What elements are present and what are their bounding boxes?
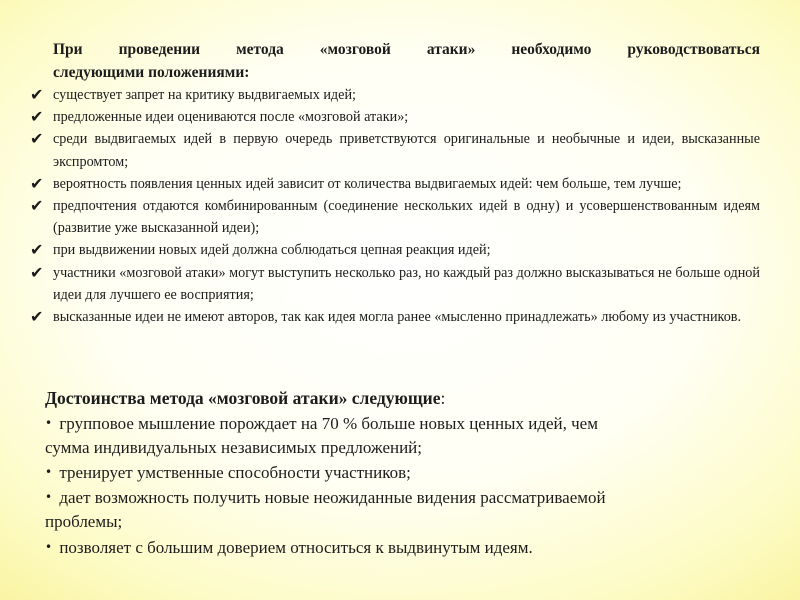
checkmark-icon: ✔ xyxy=(30,307,44,327)
checkmark-icon: ✔ xyxy=(30,196,44,216)
list-item-text-cont: сумма индивидуальных независимых предложений; xyxy=(45,437,423,457)
list-item xyxy=(45,485,745,534)
advantages-heading xyxy=(45,386,745,411)
advantages-heading-colon: : xyxy=(440,388,446,408)
list-item-text: существует запрет на критику выдвигаемых идей; xyxy=(53,87,356,103)
list-item-text-cont: проблемы; xyxy=(45,512,123,532)
checkmark-icon: ✔ xyxy=(30,107,44,127)
bullet-icon: • xyxy=(45,490,53,505)
list-item-text: предложенные идеи оцениваются после «мозговой атаки»; xyxy=(53,109,409,126)
list-item-text: при выдвижении новых идей должна соблюдаться цепная реакция идей; xyxy=(53,242,491,259)
list-item-text: предпочтения отдаются комбинированным (соединение нескольких идей в одну) и усовершенствованным идеям (развитие уже высказанной идеи); xyxy=(53,198,760,237)
checkmark-icon: ✔ xyxy=(30,85,44,104)
list-item xyxy=(30,106,760,128)
list-item xyxy=(45,460,745,485)
list-item xyxy=(30,128,760,172)
list-item-text: дает возможность получить новые неожиданные видения рассматриваемой xyxy=(59,488,606,508)
advantages-section xyxy=(45,386,745,560)
bullet-icon: • xyxy=(45,415,53,430)
list-item xyxy=(30,306,760,328)
list-item xyxy=(45,535,745,560)
list-item xyxy=(30,173,760,195)
list-item-text: среди выдвигаемых идей в первую очередь приветствуются оригинальные и необычные и идеи, высказанные экспромтом; xyxy=(53,131,760,170)
principles-heading-line2: следующими положениями: xyxy=(53,64,250,81)
list-item-text: участники «мозговой атаки» могут выступить несколько раз, но каждый раз должно высказываться не больше одной идеи для лучшего ее восприятия; xyxy=(53,264,760,303)
checkmark-icon: ✔ xyxy=(30,262,44,282)
bullet-icon: • xyxy=(45,464,53,479)
list-item-text: тренирует умственные способности участников; xyxy=(59,462,411,482)
principles-heading-line1: При проведении метода «мозговой атаки» необходимо руководствоваться xyxy=(53,41,760,58)
list-item xyxy=(30,239,760,261)
principles-list xyxy=(30,84,760,328)
list-item xyxy=(30,262,760,306)
list-item-text: вероятность появления ценных идей зависит от количества выдвигаемых идей: чем больше, тем лучше; xyxy=(53,175,682,192)
list-item-text: высказанные идеи не имеют авторов, так как идея могла ранее «мысленно принадлежать» любому из участников. xyxy=(53,309,742,326)
list-item xyxy=(45,411,745,460)
list-item-text: позволяет с большим доверием относиться к выдвинутым идеям. xyxy=(59,537,533,557)
principles-section xyxy=(30,38,760,328)
list-item-text: групповое мышление порождает на 70 % больше новых ценных идей, чем xyxy=(59,413,598,433)
list-item xyxy=(30,195,760,239)
list-item xyxy=(30,84,760,106)
checkmark-icon: ✔ xyxy=(30,240,44,260)
principles-heading xyxy=(53,38,760,84)
advantages-list xyxy=(45,411,745,560)
checkmark-icon: ✔ xyxy=(30,173,44,193)
advantages-heading-text: Достоинства метода «мозговой атаки» следующие xyxy=(45,388,441,408)
checkmark-icon: ✔ xyxy=(30,129,44,149)
bullet-icon: • xyxy=(45,539,53,554)
